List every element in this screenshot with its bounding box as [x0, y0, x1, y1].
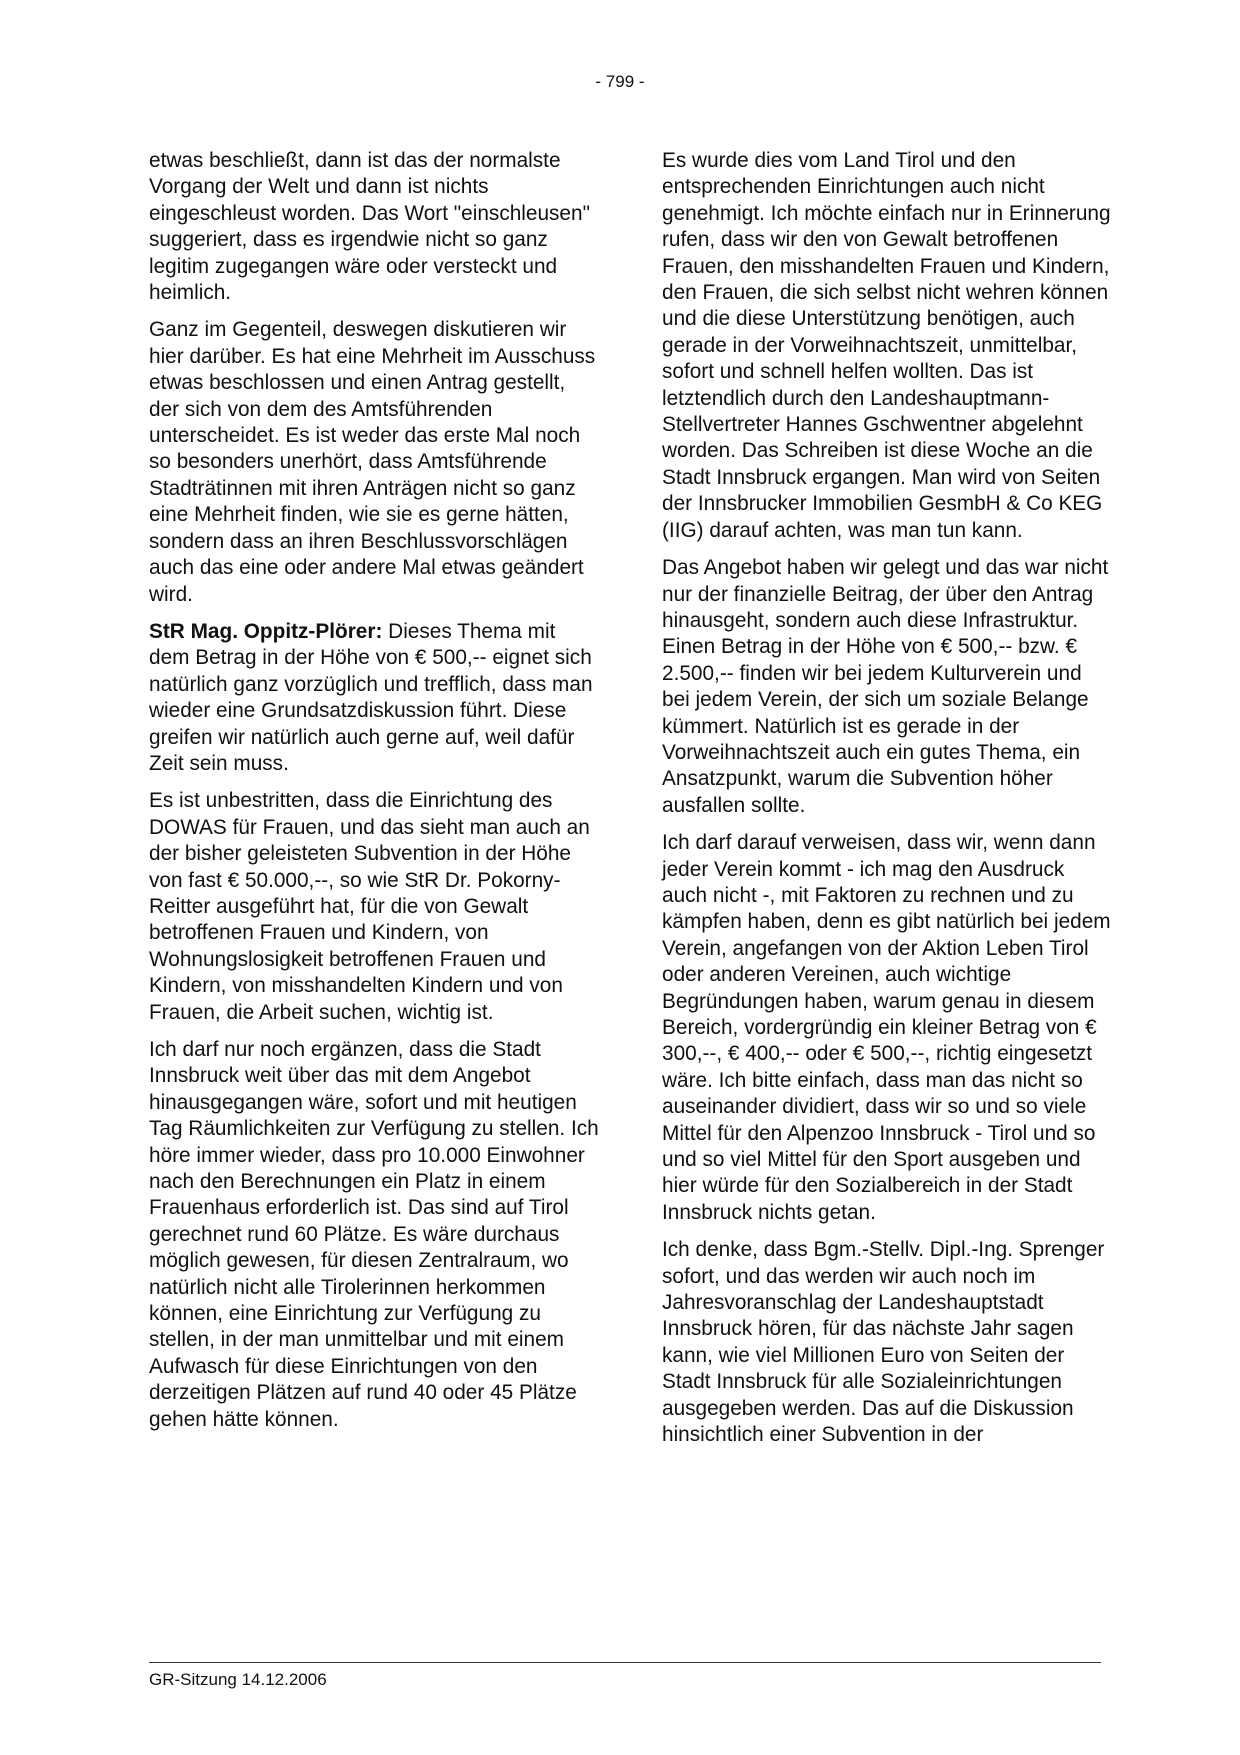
speaker-name: StR Mag. Oppitz-Plörer:: [149, 619, 383, 643]
paragraph: Ich denke, dass Bgm.-Stellv. Dipl.-Ing. Sprenger sofort, und das werden wir auch noch im Jahresvoranschlag der Landeshauptstadt Innsbruck hören, für das nächste Jahr sagen kann, wie viel Millionen Euro von Seiten der Stadt Innsbruck für alle Sozialeinrichtungen ausgegeben werden. Das auf die Diskussion hinsichtlich einer Subvention in der: [662, 1238, 1105, 1447]
page-number: - 799 -: [595, 72, 645, 91]
paragraph: Ich darf nur noch ergänzen, dass die Stadt Innsbruck weit über das mit dem Angebot hinausgegangen wäre, sofort und mit heutigen Tag Räumlichkeiten zur Verfügung zu stellen. Ich höre immer wieder, dass pro 10.000 Einwohner nach den Berechnungen ein Platz in einem Frauenhaus erforderlich ist. Das sind auf Tirol gerechnet rund 60 Plätze. Es wäre durchaus möglich gewesen, für diesen Zentralraum, wo natürlich nicht alle Tirolerinnen herkommen können, eine Einrichtung zur Verfügung zu stellen, in der man unmittelbar und mit einem Aufwasch für diese Einrichtungen von den derzeitigen Plätzen auf rund 40 oder 45 Plätze gehen hätte können.: [149, 1038, 599, 1431]
paragraph: Ich darf darauf verweisen, dass wir, wenn dann jeder Verein kommt - ich mag den Ausdruck auch nicht -, mit Faktoren zu rechnen und zu kämpfen haben, denn es gibt natürlich bei jedem Verein, angefangen von der Aktion Leben Tirol oder anderen Vereinen, auch wichtige Begründungen haben, warum genau in diesem Bereich, vordergründig ein kleiner Betrag von € 300,--, € 400,-- oder € 500,--, richtig eingesetzt wäre. Ich bitte einfach, dass man das nicht so auseinander dividiert, dass wir so und so viele Mittel für den Alpenzoo Innsbruck - Tirol und so und so viel Mittel für den Sport ausgeben und hier würde für den Sozialbereich in der Stadt Innsbruck nichts getan.: [662, 831, 1111, 1224]
paragraph: [149, 619, 599, 777]
right-column: [662, 148, 1114, 1460]
paragraph: etwas beschließt, dann ist das der normalste Vorgang der Welt und dann ist nichts eingeschleust worden. Das Wort "einschleusen" suggeriert, dass es irgendwie nicht so ganz legitim zugegangen wäre oder versteckt und heimlich.: [149, 149, 590, 305]
paragraph: Es wurde dies vom Land Tirol und den entsprechenden Einrichtungen auch nicht genehmigt. Ich möchte einfach nur in Erinnerung rufen, dass wir den von Gewalt betroffenen Frauen, den misshandelten Frauen und Kindern, den Frauen, die sich selbst nicht wehren können und die diese Unterstützung benötigen, auch gerade in der Vorweihnachtszeit, unmittelbar, sofort und schnell helfen wollten. Das ist letztendlich durch den Landeshauptmann-Stellvertreter Hannes Gschwentner abgelehnt worden. Das Schreiben ist diese Woche an die Stadt Innsbruck ergangen. Man wird von Seiten der Innsbrucker Immobilien GesmbH & Co KEG (IIG) darauf achten, was man tun kann.: [662, 149, 1111, 542]
paragraph-text: Dieses Thema mit dem Betrag in der Höhe von € 500,-- eignet sich natürlich ganz vorzüglich und trefflich, dass man wieder eine Grundsatzdiskussion führt. Diese greifen wir natürlich auch gerne auf, weil dafür Zeit sein muss.: [149, 619, 593, 775]
footer-divider: [149, 1662, 1101, 1663]
left-column: [149, 148, 599, 1444]
paragraph: Ganz im Gegenteil, deswegen diskutieren wir hier darüber. Es hat eine Mehrheit im Ausschuss etwas beschlossen und einen Antrag gestellt, der sich von dem des Amtsführenden unterscheidet. Es ist weder das erste Mal noch so besonders unerhört, dass Amtsführende Stadträtinnen mit ihren Anträgen nicht so ganz eine Mehrheit finden, wie sie es gerne hätten, sondern dass an ihren Beschlussvorschlägen auch das eine oder andere Mal etwas geändert wird.: [149, 318, 596, 606]
footer-text: GR-Sitzung 14.12.2006: [149, 1670, 327, 1689]
paragraph: Das Angebot haben wir gelegt und das war nicht nur der finanzielle Beitrag, der über den Antrag hinausgeht, sondern auch diese Infrastruktur. Einen Betrag in der Höhe von € 500,-- bzw. € 2.500,-- finden wir bei jedem Kulturverein und bei jedem Verein, der sich um soziale Belange kümmert. Natürlich ist es gerade in der Vorweihnachtszeit auch ein gutes Thema, ein Ansatzpunkt, warum die Subvention höher ausfallen sollte.: [662, 556, 1109, 817]
paragraph: Es ist unbestritten, dass die Einrichtung des DOWAS für Frauen, und das sieht man auch an der bisher geleisteten Subvention in der Höhe von fast € 50.000,--, so wie StR Dr. Pokorny-Reitter ausgeführt hat, für die von Gewalt betroffenen Frauen und Kindern, von Wohnungslosigkeit betroffenen Frauen und Kindern, von misshandelten Kindern und von Frauen, die Arbeit suchen, wichtig ist.: [149, 789, 590, 1024]
